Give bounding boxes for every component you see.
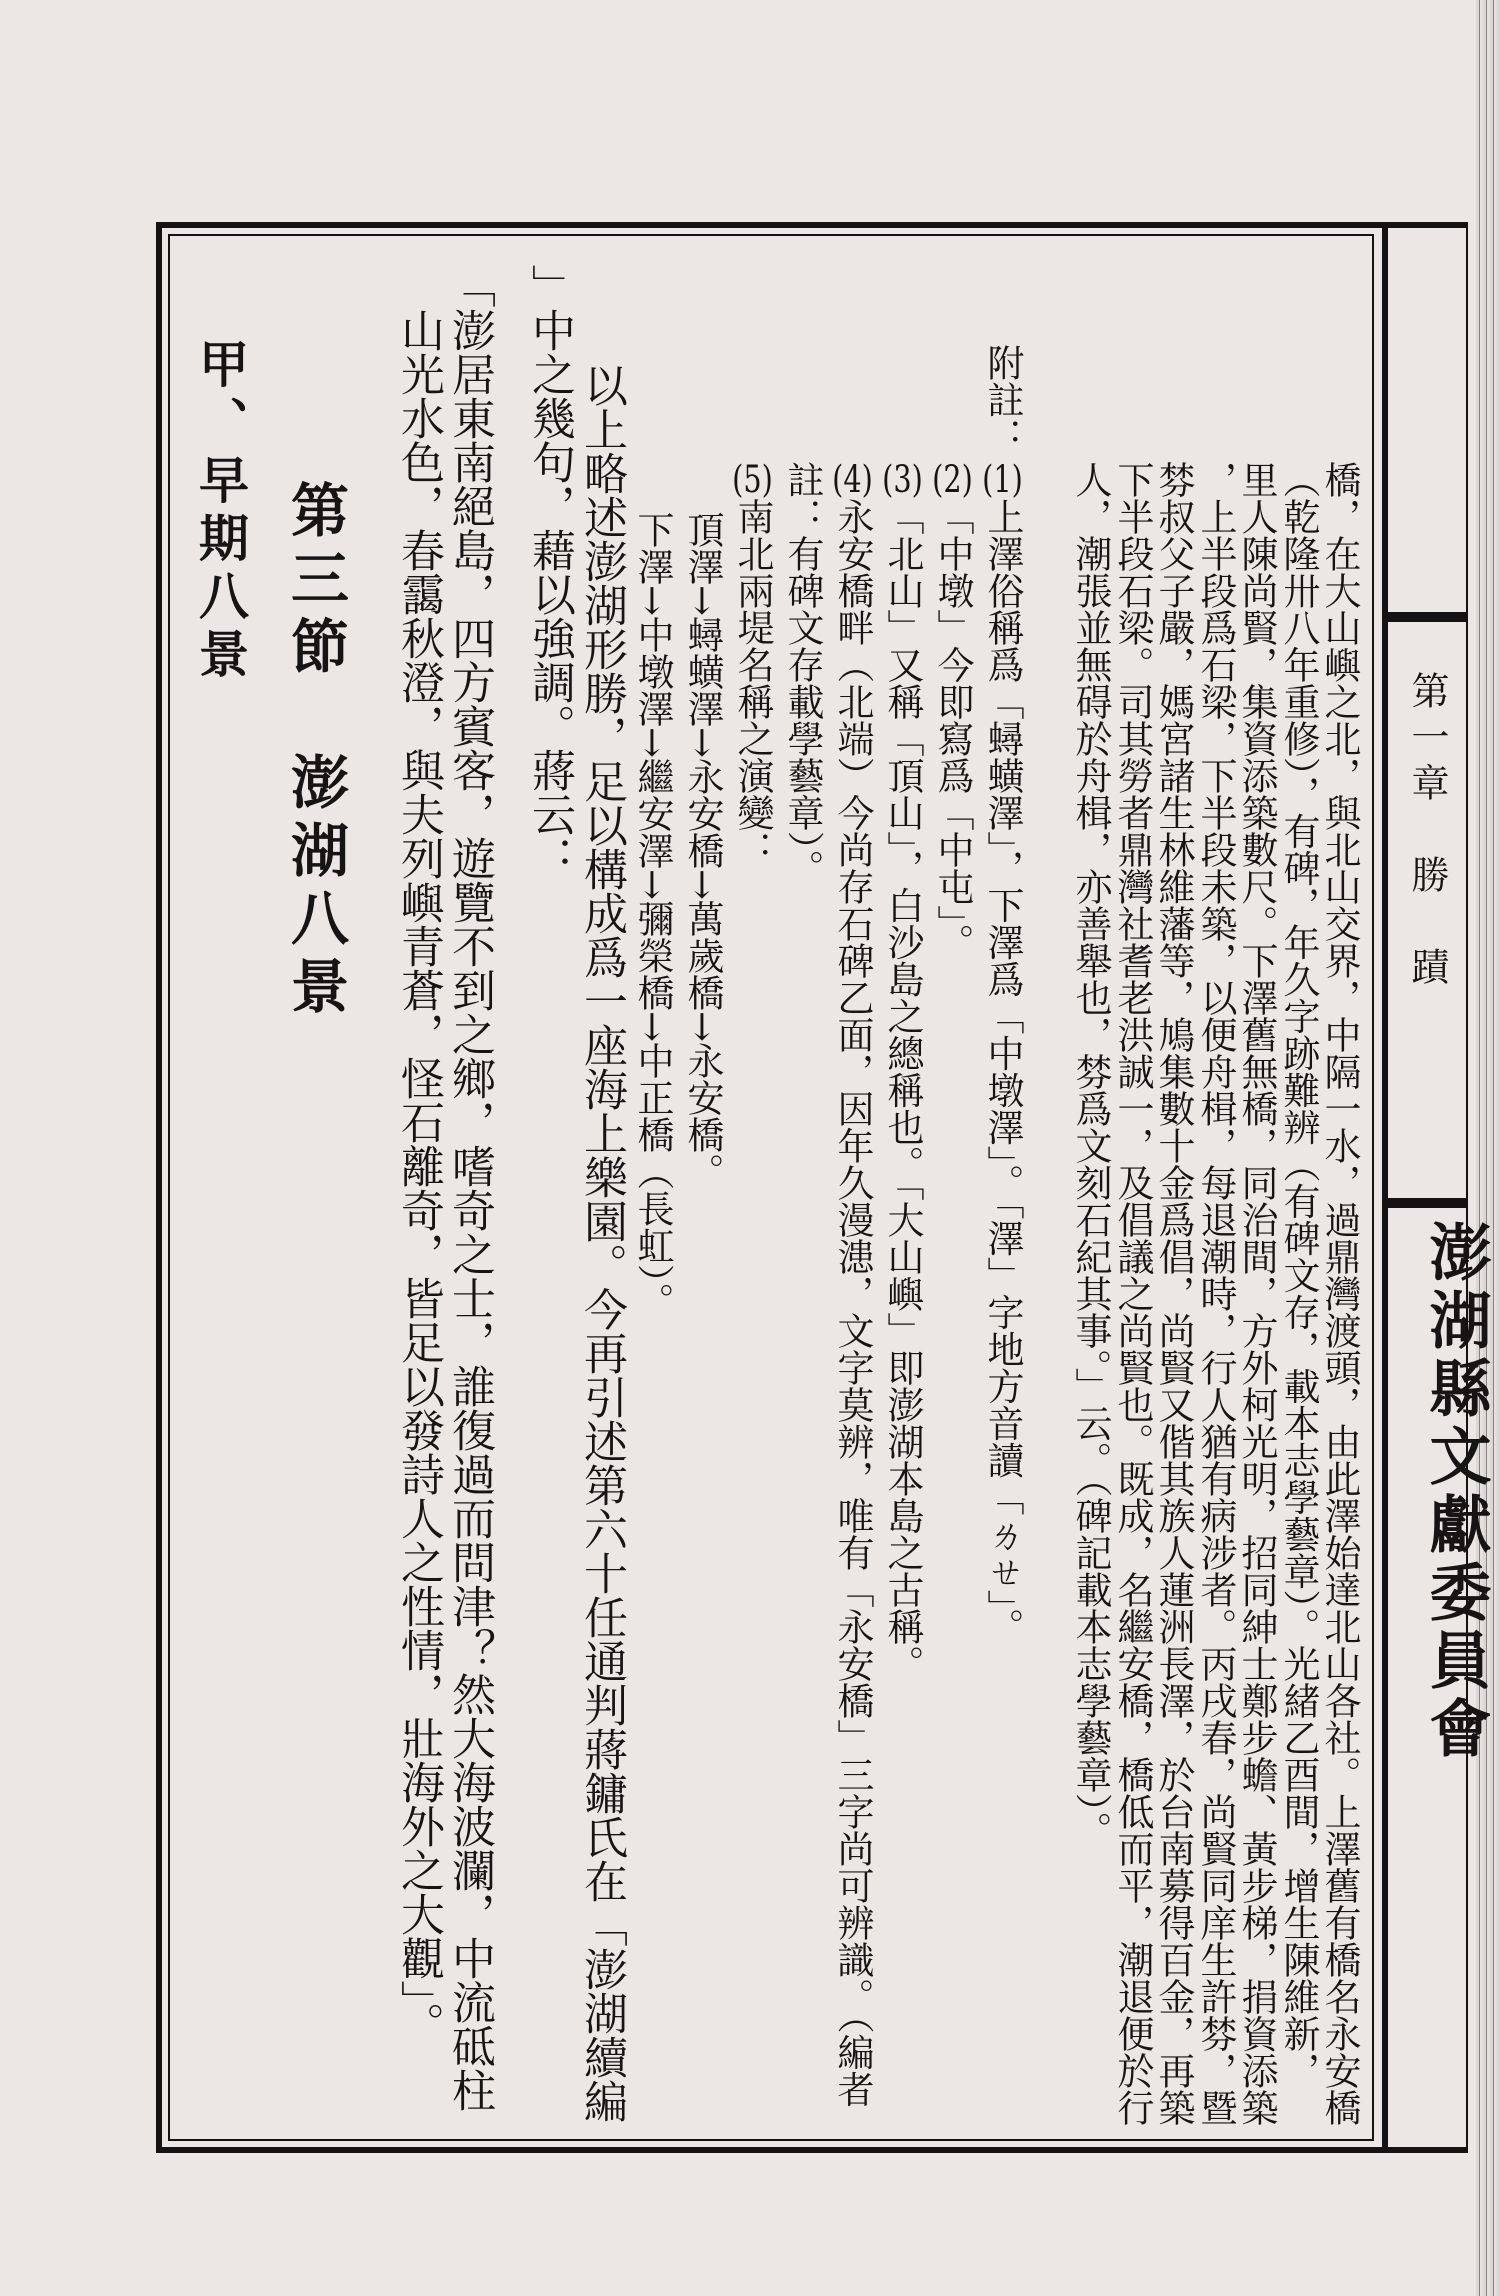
note-text: 「北山」又稱「頂山」，白沙島之總稱也。「大山嶼」即澎湖本島之古稱。: [881, 498, 924, 1682]
note-item: [881, 461, 924, 1682]
notes-heading: 附註：: [981, 344, 1024, 455]
margin-label: 澎湖縣文獻委員會: [1419, 1220, 1492, 1764]
name-sequence: 頂澤→蟳蟥澤→永安橋→萬歲橋→永安橋。: [681, 511, 724, 1191]
section-heading: 第三節 澎湖八景: [281, 480, 349, 1024]
frame-top-rule: [156, 222, 1468, 228]
frame-left-inner-rule: [168, 234, 170, 2141]
narrative-line: 山光水色，春靄秋澄，與夫列嶼青蒼，怪石離奇，皆足以發詩人之性情，壯海外之大觀」。: [393, 308, 444, 2046]
quote-line: 棼叔父子嚴，媽宮諸生林維藩等，鳩集數十金爲倡，尚賢又偕其族人蓮洲長澤，於台南募得百金，再築: [1152, 461, 1195, 2126]
frame-bottom-inner-rule: [168, 2139, 1374, 2141]
running-head-top-bar: [1388, 612, 1468, 622]
margin-label-clip: [1419, 1210, 1492, 1810]
subheading: 甲、早期八景: [191, 338, 250, 686]
note-continuation: 註：有碑文存載學藝章）。: [781, 461, 824, 887]
note-text: 南北兩堤名稱之演變：: [731, 498, 774, 868]
name-sequence: 下澤→中墩澤→繼安澤→彌榮橋→中正橋（長虹）。: [631, 511, 674, 1320]
note-marker: (1): [982, 461, 1023, 498]
header-column-edge-rule: [1466, 222, 1468, 2153]
narrative-line: 以上略述澎湖形勝，足以構成爲一座海上樂園。今再引述第六十任通判蔣鏞氏在「澎湖續編: [576, 363, 627, 2123]
note-item: [981, 461, 1024, 1645]
frame-bottom-rule: [156, 2147, 1468, 2153]
note-marker: (4): [832, 461, 873, 498]
note-marker: (5): [732, 461, 773, 498]
narrative-line: 「澎居東南絕島，四方賓客，遊覽不到之鄉，嗜奇之士，誰復過而問津？然大海波瀾，中流砥柱: [444, 264, 495, 2112]
page-edge: [1476, 0, 1500, 2296]
note-marker: (2): [932, 461, 973, 498]
quote-line: 下半段石梁。司其勞者鼎灣社耆老洪誠一，及倡議之尚賢也。既成，名繼安橋，橋低而平，潮退便於行: [1111, 461, 1154, 2126]
narrative-line: 」中之幾句，藉以強調。蔣云：: [524, 264, 575, 880]
frame-left-rule: [156, 222, 162, 2153]
frame-right-inner-rule: [1372, 234, 1374, 2141]
quote-line: ，上半段爲石梁，下半段未築，以便舟楫，每退潮時，行人猶有病涉者。丙戌春，尚賢同庠生許棼，暨: [1194, 461, 1237, 2126]
running-head-bottom-bar: [1388, 1198, 1468, 1208]
quote-line: 橋，在大山嶼之北，與北山交界，中隔一水，過鼎灣渡頭，由此澤始達北山各社。上澤舊有橋名永安橋: [1318, 461, 1361, 2126]
quote-line: 人，潮張並無碍於舟楫，亦善舉也，棼爲文刻石紀其事。」云。（碑記載本志學藝章）。: [1069, 461, 1112, 1849]
note-item: [731, 461, 774, 868]
note-item: [831, 461, 874, 2108]
running-head: 第一章 勝 蹟: [1405, 671, 1449, 993]
frame-top-inner-rule: [168, 234, 1374, 236]
note-text: 永安橋畔（北端）今尚存石碑乙面，因年久漫漶，文字莫辨，唯有「永安橋」三字尚可辨識。（編者: [831, 498, 874, 2108]
quote-line: 里人陳尚賢，集資添築數尺。下澤舊無橋，同治間，方外柯光明，招同紳士鄭步蟾、黃步梯，捐資添築: [1235, 461, 1278, 2126]
frame-right-rule: [1382, 222, 1388, 2153]
note-item: [931, 461, 974, 961]
note-text: 「中墩」今即寫爲「中屯」。: [931, 498, 974, 961]
quote-line: （乾隆卅八年重修），有碑，年久字跡難辨（有碑文存，載本志學藝章）。光緒乙酉間，增生陳維新，: [1277, 461, 1320, 2089]
note-marker: (3): [882, 461, 923, 498]
note-text: 上澤俗稱爲「蟳蟥澤」，下澤爲「中墩澤」。「澤」字地方音讀「ㄌㄝ」。: [981, 498, 1024, 1645]
